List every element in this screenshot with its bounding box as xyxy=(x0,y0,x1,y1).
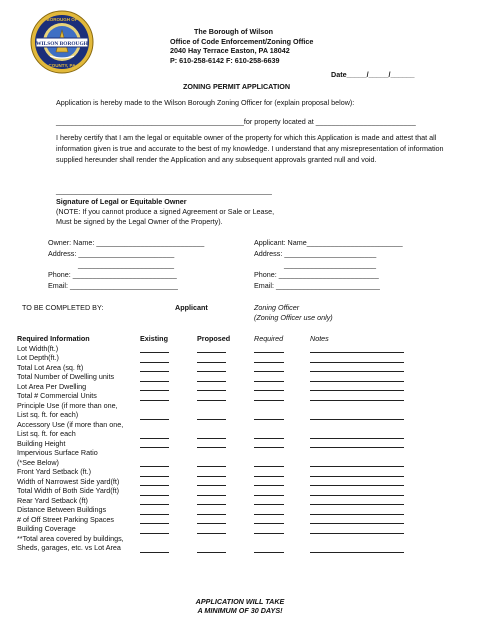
blank-line[interactable] xyxy=(197,431,226,439)
row-label: # of Off Street Parking Spaces xyxy=(17,514,114,524)
borough-name: The Borough of Wilson xyxy=(194,27,273,36)
blank-line[interactable] xyxy=(140,469,169,477)
blank-line[interactable] xyxy=(197,526,226,534)
blank-line[interactable] xyxy=(140,545,169,553)
blank-line[interactable] xyxy=(140,507,169,515)
existing-field[interactable] xyxy=(140,543,197,553)
required-field[interactable] xyxy=(254,391,310,401)
table-header-cell: Existing xyxy=(140,334,168,343)
row-label: Principle Use (if more than one, xyxy=(17,400,118,410)
required-field xyxy=(254,534,310,544)
table-row xyxy=(17,363,420,373)
notes-field[interactable] xyxy=(310,344,420,354)
row-label: Total Width of Both Side Yard(ft) xyxy=(17,486,120,495)
notes-field[interactable] xyxy=(310,382,420,392)
existing-field xyxy=(140,420,197,430)
existing-field[interactable] xyxy=(140,391,197,401)
completed-by-applicant: Applicant xyxy=(175,303,208,312)
table-row xyxy=(17,391,420,401)
blank-line[interactable] xyxy=(197,345,226,353)
table-row xyxy=(17,382,420,392)
blank-line[interactable] xyxy=(254,545,284,553)
row-label: Building Coverage xyxy=(17,524,76,533)
table-row xyxy=(17,477,420,487)
blank-line[interactable] xyxy=(254,355,284,363)
blank-line[interactable] xyxy=(197,355,226,363)
blank-line[interactable] xyxy=(254,497,284,505)
proposal-line[interactable]: _______________________________________________for property located at _________________________ xyxy=(56,117,416,126)
blank-line[interactable] xyxy=(310,355,404,363)
required-field xyxy=(254,420,310,430)
proposed-field[interactable] xyxy=(197,344,254,354)
blank-line[interactable] xyxy=(197,478,226,486)
owner-email-field[interactable]: Email: ___________________________ xyxy=(48,281,178,290)
blank-line[interactable] xyxy=(140,516,169,524)
seal-bottom-text: COUNTY, PA xyxy=(48,63,76,68)
table-header-cell: Required xyxy=(254,334,284,343)
blank-line[interactable] xyxy=(140,374,169,382)
proposed-field[interactable] xyxy=(197,363,254,373)
blank-line[interactable] xyxy=(140,478,169,486)
completed-by-officer: Zoning Officer xyxy=(254,303,300,312)
table-row xyxy=(17,353,420,363)
notes-field[interactable] xyxy=(310,372,420,382)
required-field[interactable] xyxy=(254,372,310,382)
office-header xyxy=(170,27,313,65)
applicant-address-line2[interactable]: _______________________ xyxy=(284,260,376,269)
row-label: List sq. ft. for each xyxy=(17,429,76,438)
blank-line[interactable] xyxy=(140,355,169,363)
table-row xyxy=(17,486,420,496)
existing-field[interactable] xyxy=(140,505,197,515)
blank-line[interactable] xyxy=(140,364,169,372)
notes-field[interactable] xyxy=(310,353,420,363)
required-field[interactable] xyxy=(254,344,310,354)
existing-field[interactable] xyxy=(140,363,197,373)
existing-field[interactable] xyxy=(140,515,197,525)
table-row xyxy=(17,524,420,534)
seal-top-text: BOROUGH OF xyxy=(46,17,78,22)
notes-field[interactable] xyxy=(310,410,420,420)
blank-line[interactable] xyxy=(197,507,226,515)
notes-field[interactable] xyxy=(310,439,420,449)
blank-line[interactable] xyxy=(310,345,404,353)
blank-line[interactable] xyxy=(197,488,226,496)
requirements-table xyxy=(17,334,420,553)
existing-field[interactable] xyxy=(140,429,197,439)
proposed-field[interactable] xyxy=(197,486,254,496)
row-label: Total Number of Dwelling units xyxy=(17,372,115,381)
existing-field xyxy=(140,448,197,458)
officer-use-only-note: (Zoning Officer use only) xyxy=(254,313,333,322)
blank-line[interactable] xyxy=(310,545,404,553)
blank-line[interactable] xyxy=(254,364,284,372)
row-label: Building Height xyxy=(17,438,66,448)
blank-line[interactable] xyxy=(197,440,226,448)
notes-field[interactable] xyxy=(310,467,420,477)
applicant-email-field[interactable]: Email: __________________________ xyxy=(254,281,380,290)
row-label: Lot Area Per Dwelling xyxy=(17,381,87,391)
completed-by-label: TO BE COMPLETED BY: xyxy=(22,303,104,312)
row-label: Lot Width(ft.) xyxy=(17,343,59,353)
table-row xyxy=(17,372,420,382)
notes-field xyxy=(310,448,420,458)
row-label: Sheds, garages, etc. vs Lot Area xyxy=(17,543,121,552)
blank-line[interactable] xyxy=(140,431,169,439)
proposed-field[interactable] xyxy=(197,467,254,477)
blank-line[interactable] xyxy=(254,431,284,439)
blank-line[interactable] xyxy=(140,526,169,534)
date-field[interactable]: Date_____/_____/______ xyxy=(331,70,415,79)
row-label: **Total area covered by buildings, xyxy=(17,533,124,543)
proposed-field[interactable] xyxy=(197,477,254,487)
blank-line[interactable] xyxy=(254,478,284,486)
existing-field[interactable] xyxy=(140,353,197,363)
table-row xyxy=(17,543,420,553)
proposed-field xyxy=(197,534,254,544)
notes-field[interactable] xyxy=(310,496,420,506)
blank-line[interactable] xyxy=(254,469,284,477)
existing-field[interactable] xyxy=(140,372,197,382)
required-field[interactable] xyxy=(254,515,310,525)
table-row xyxy=(17,429,420,439)
existing-field[interactable] xyxy=(140,382,197,392)
proposed-field[interactable] xyxy=(197,353,254,363)
notes-field[interactable] xyxy=(310,543,420,553)
required-field xyxy=(254,448,310,458)
blank-line[interactable] xyxy=(310,507,404,515)
table-row xyxy=(17,534,420,544)
row-label: Rear Yard Setback (ft) xyxy=(17,495,88,505)
proposed-field xyxy=(197,401,254,411)
applicant-address-field[interactable]: Address: _______________________ xyxy=(254,249,377,258)
required-field[interactable] xyxy=(254,363,310,373)
owner-address-field[interactable]: Address: ________________________ xyxy=(48,249,175,258)
applicant-phone-field[interactable]: Phone: _________________________ xyxy=(254,270,379,279)
applicant-name-field[interactable]: Applicant: Name________________________ xyxy=(254,238,403,247)
table-row xyxy=(17,505,420,515)
blank-line[interactable] xyxy=(310,469,404,477)
table-row xyxy=(17,496,420,506)
required-field[interactable] xyxy=(254,486,310,496)
blank-line[interactable] xyxy=(140,440,169,448)
row-label: Accessory Use (if more than one, xyxy=(17,419,124,429)
notes-field[interactable] xyxy=(310,477,420,487)
blank-line[interactable] xyxy=(310,488,404,496)
proposed-field xyxy=(197,420,254,430)
blank-line[interactable] xyxy=(254,393,284,401)
row-label: Lot Depth(ft.) xyxy=(17,353,59,362)
existing-field[interactable] xyxy=(140,458,197,468)
existing-field[interactable] xyxy=(140,486,197,496)
blank-line[interactable] xyxy=(140,497,169,505)
proposed-field[interactable] xyxy=(197,515,254,525)
blank-line[interactable] xyxy=(254,459,284,467)
signature-note-1: (NOTE: If you cannot produce a signed Agreement or Sale or Lease, xyxy=(56,207,275,216)
notes-field xyxy=(310,401,420,411)
blank-line[interactable] xyxy=(254,507,284,515)
existing-field[interactable] xyxy=(140,524,197,534)
required-field xyxy=(254,401,310,411)
required-field[interactable] xyxy=(254,496,310,506)
proposed-field[interactable] xyxy=(197,429,254,439)
blank-line[interactable] xyxy=(140,488,169,496)
blank-line[interactable] xyxy=(197,459,226,467)
required-field[interactable] xyxy=(254,382,310,392)
table-header-cell: Notes xyxy=(310,334,329,343)
required-field[interactable] xyxy=(254,505,310,515)
blank-line[interactable] xyxy=(197,393,226,401)
notes-field[interactable] xyxy=(310,391,420,401)
blank-line[interactable] xyxy=(140,345,169,353)
notes-field[interactable] xyxy=(310,486,420,496)
required-field[interactable] xyxy=(254,477,310,487)
proposed-field[interactable] xyxy=(197,410,254,420)
row-label: (*See Below) xyxy=(17,457,59,467)
owner-phone-field[interactable]: Phone: __________________________ xyxy=(48,270,177,279)
blank-line[interactable] xyxy=(254,516,284,524)
required-field[interactable] xyxy=(254,429,310,439)
blank-line[interactable] xyxy=(197,412,226,420)
table-row xyxy=(17,401,420,411)
required-field[interactable] xyxy=(254,410,310,420)
blank-line[interactable] xyxy=(197,545,226,553)
table-header-row xyxy=(17,334,420,344)
signature-label: Signature of Legal or Equitable Owner xyxy=(56,197,187,206)
row-label: Total # Commercial Units xyxy=(17,391,97,400)
table-row xyxy=(17,439,420,449)
form-title: ZONING PERMIT APPLICATION xyxy=(183,82,291,91)
required-field[interactable] xyxy=(254,353,310,363)
existing-field[interactable] xyxy=(140,344,197,354)
existing-field[interactable] xyxy=(140,496,197,506)
required-field[interactable] xyxy=(254,439,310,449)
signature-note-2: Must be signed by the Legal Owner of the Property). xyxy=(56,217,223,226)
table-row xyxy=(17,467,420,477)
blank-line[interactable] xyxy=(197,469,226,477)
table-row xyxy=(17,420,420,430)
blank-line[interactable] xyxy=(310,364,404,372)
blank-line[interactable] xyxy=(310,478,404,486)
blank-line[interactable] xyxy=(254,440,284,448)
existing-field xyxy=(140,534,197,544)
blank-line[interactable] xyxy=(140,393,169,401)
seal-banner: WILSON BOROUGH xyxy=(36,41,88,47)
required-field[interactable] xyxy=(254,458,310,468)
blank-line[interactable] xyxy=(197,374,226,382)
blank-line[interactable] xyxy=(310,497,404,505)
owner-address-line2[interactable]: ________________________ xyxy=(78,260,174,269)
blank-line[interactable] xyxy=(310,412,404,420)
blank-line[interactable] xyxy=(254,488,284,496)
proposed-field[interactable] xyxy=(197,543,254,553)
existing-field[interactable] xyxy=(140,467,197,477)
blank-line[interactable] xyxy=(197,364,226,372)
blank-line[interactable] xyxy=(254,526,284,534)
table-row xyxy=(17,448,420,458)
proposed-field[interactable] xyxy=(197,524,254,534)
required-field[interactable] xyxy=(254,543,310,553)
blank-line[interactable] xyxy=(310,526,404,534)
notes-field[interactable] xyxy=(310,524,420,534)
notes-field[interactable] xyxy=(310,363,420,373)
owner-certification: I hereby certify that I am the legal or equitable owner of the property for which this Application is made and attest that all information given is true and accurate to the best of my knowledge. I understand that any misrepresentation of information supplied hereunder shall render the Application and any subsequent approvals granted null and void. xyxy=(56,133,444,164)
blank-line[interactable] xyxy=(310,393,404,401)
signature-line[interactable]: ______________________________________________________ xyxy=(56,186,272,195)
office-phone-fax: P: 610-258-6142 F: 610-258-6639 xyxy=(170,55,280,65)
notes-field[interactable] xyxy=(310,515,420,525)
notes-field xyxy=(310,420,420,430)
proposed-field[interactable] xyxy=(197,382,254,392)
proposed-field[interactable] xyxy=(197,496,254,506)
existing-field[interactable] xyxy=(140,410,197,420)
proposed-field[interactable] xyxy=(197,391,254,401)
office-name: Office of Code Enforcement/Zoning Office xyxy=(170,36,314,46)
required-field[interactable] xyxy=(254,467,310,477)
existing-field[interactable] xyxy=(140,439,197,449)
blank-line[interactable] xyxy=(254,374,284,382)
proposed-field[interactable] xyxy=(197,505,254,515)
blank-line[interactable] xyxy=(310,440,404,448)
table-header-cell: Required Information xyxy=(17,334,90,343)
blank-line[interactable] xyxy=(140,459,169,467)
blank-line[interactable] xyxy=(140,412,169,420)
borough-seal-logo xyxy=(30,10,94,74)
row-label: List sq. ft. for each) xyxy=(17,410,79,419)
notes-field[interactable] xyxy=(310,458,420,468)
proposed-field[interactable] xyxy=(197,372,254,382)
blank-line[interactable] xyxy=(197,516,226,524)
table-header-cell: Proposed xyxy=(197,334,231,343)
row-label: Impervious Surface Ratio xyxy=(17,448,98,457)
blank-line[interactable] xyxy=(310,516,404,524)
proposed-field[interactable] xyxy=(197,458,254,468)
blank-line[interactable] xyxy=(310,383,404,391)
required-field[interactable] xyxy=(254,524,310,534)
row-label: Front Yard Setback (ft.) xyxy=(17,467,92,476)
footer-notice-line1: APPLICATION WILL TAKE xyxy=(195,597,285,606)
proposed-field[interactable] xyxy=(197,439,254,449)
existing-field xyxy=(140,401,197,411)
notes-field[interactable] xyxy=(310,429,420,439)
table-row xyxy=(17,344,420,354)
blank-line[interactable] xyxy=(310,459,404,467)
footer-notice-line2: A MINIMUM OF 30 DAYS! xyxy=(197,606,283,615)
application-intro: Application is hereby made to the Wilson Borough Zoning Officer for (explain proposal below): xyxy=(56,98,355,107)
blank-line[interactable] xyxy=(254,412,284,420)
table-row xyxy=(17,410,420,420)
office-address: 2040 Hay Terrace Easton, PA 18042 xyxy=(170,46,290,56)
row-label: Width of Narrowest Side yard(ft) xyxy=(17,476,120,486)
blank-line[interactable] xyxy=(197,497,226,505)
blank-line[interactable] xyxy=(254,345,284,353)
notes-field[interactable] xyxy=(310,505,420,515)
existing-field[interactable] xyxy=(140,477,197,487)
notes-field xyxy=(310,534,420,544)
blank-line[interactable] xyxy=(310,374,404,382)
blank-line[interactable] xyxy=(197,383,226,391)
row-label: Total Lot Area (sq. ft) xyxy=(17,362,84,372)
blank-line[interactable] xyxy=(140,383,169,391)
owner-name-field[interactable]: Owner: Name: ___________________________ xyxy=(48,238,205,247)
proposed-field xyxy=(197,448,254,458)
blank-line[interactable] xyxy=(310,431,404,439)
table-row xyxy=(17,458,420,468)
row-label: Distance Between Buildings xyxy=(17,505,107,514)
table-row xyxy=(17,515,420,525)
blank-line[interactable] xyxy=(254,383,284,391)
